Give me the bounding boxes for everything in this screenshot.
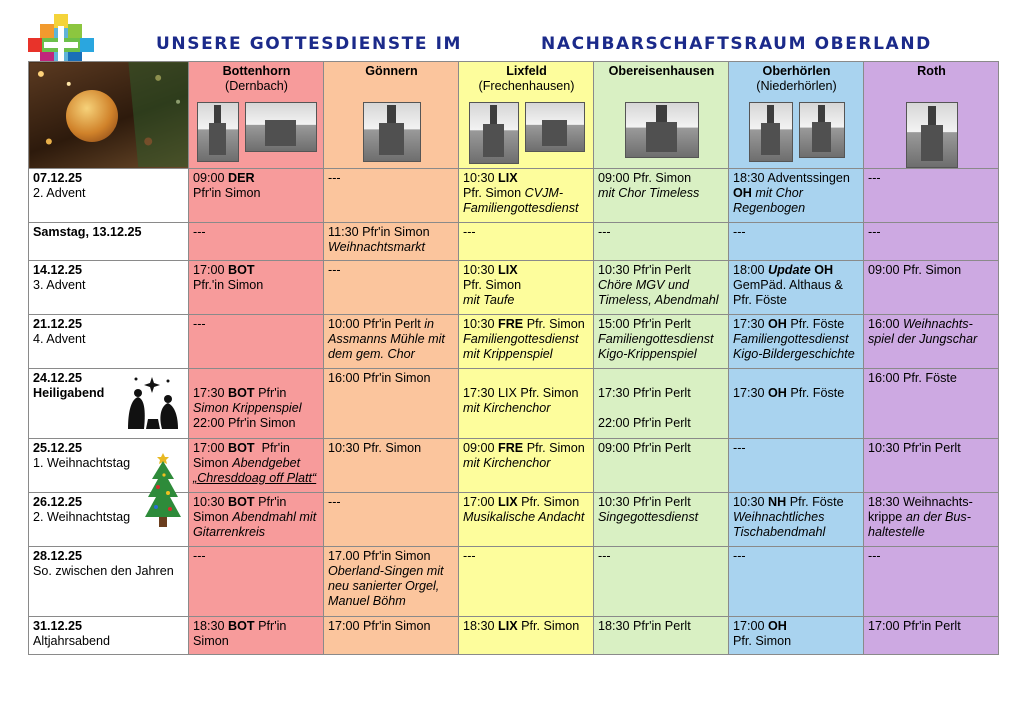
location-sub: (Dernbach): [225, 79, 288, 93]
service-cell: ---: [594, 547, 729, 617]
row-date: 31.12.25: [33, 619, 83, 633]
row-day: Altjahrsabend: [33, 634, 111, 648]
row-date: 25.12.25: [33, 441, 83, 455]
page-title-left: UNSERE GOTTESDIENSTE IM: [156, 34, 463, 54]
row-day: 1. Weihnachtstag: [33, 456, 131, 470]
service-cell: 09:00 Pfr. Simon mit Chor Timeless: [594, 169, 729, 223]
service-cell: ---: [189, 547, 324, 617]
service-cell: 17:00 LIX Pfr. Simon Musikalische Andacht: [459, 493, 594, 547]
table-row: [29, 169, 999, 223]
location-name: Lixfeld: [506, 64, 547, 78]
location-name: Roth: [917, 64, 946, 78]
service-cell: ---: [189, 315, 324, 369]
service-cell: 09:00 FRE Pfr. Simon mit Kirchenchor: [459, 439, 594, 493]
location-header-oberhoerlen: [729, 62, 864, 169]
table-row: [29, 369, 999, 439]
christmas-bauble-image: [29, 62, 189, 169]
service-cell: 11:30 Pfr'in Simon Weihnachtsmarkt: [324, 223, 459, 261]
service-cell: 17:00 OH Pfr. Simon: [729, 617, 864, 655]
service-cell: ---: [864, 223, 999, 261]
service-cell: 17:30 LIX Pfr. Simon mit Kirchenchor: [459, 369, 594, 439]
table-row: [29, 315, 999, 369]
row-date: 24.12.25: [33, 371, 83, 385]
table-row: [29, 547, 999, 617]
row-day: 2. Weihnachtstag: [33, 510, 131, 524]
row-date: 26.12.25: [33, 495, 83, 509]
row-day: 4. Advent: [33, 332, 86, 346]
date-cell: [29, 315, 189, 369]
row-day: 3. Advent: [33, 278, 86, 292]
service-cell: 17:00 BOT Pfr.'in Simon: [189, 261, 324, 315]
service-cell: 17:30 OH Pfr. Föste: [729, 369, 864, 439]
service-cell: 10:30 Pfr'in Perlt Singegottesdienst: [594, 493, 729, 547]
service-cell: 18:30 Pfr'in Perlt: [594, 617, 729, 655]
location-sub: (Frechenhausen): [478, 79, 575, 93]
service-cell: 16:00 Pfr'in Simon: [324, 369, 459, 439]
service-cell: 17:00 Pfr'in Perlt: [864, 617, 999, 655]
row-date: 07.12.25: [33, 171, 83, 185]
location-header-roth: [864, 62, 999, 169]
service-cell: 18:30 Adventssingen OH mit Chor Regenbogen: [729, 169, 864, 223]
table-row: [29, 223, 999, 261]
church-photo-icon: [245, 102, 317, 152]
service-cell: ---: [459, 223, 594, 261]
row-day: Heiligabend: [33, 386, 105, 400]
service-cell: 17:00 Pfr'in Simon: [324, 617, 459, 655]
service-cell: 09:00 DER Pfr'in Simon: [189, 169, 324, 223]
service-cell: ---: [594, 223, 729, 261]
service-cell: 09:00 Pfr'in Perlt: [594, 439, 729, 493]
row-date: 21.12.25: [33, 317, 83, 331]
service-cell: 17:30 Pfr'in Perlt 22:00 Pfr'in Perlt: [594, 369, 729, 439]
service-cell: 10:30 LIX Pfr. Simon mit Taufe: [459, 261, 594, 315]
service-cell: 17:30 OH Pfr. Föste Familiengottesdienst Kigo-Bildergeschichte: [729, 315, 864, 369]
service-cell: ---: [324, 261, 459, 315]
service-cell: 18:30 LIX Pfr. Simon: [459, 617, 594, 655]
service-cell: 10:30 Pfr'in Perlt: [864, 439, 999, 493]
date-cell: [29, 617, 189, 655]
service-cell: 17:30 BOT Pfr'in Simon Krippenspiel 22:00 Pfr'in Simon: [189, 369, 324, 439]
service-cell: 10:30 Pfr'in Perlt Chöre MGV und Timeless, Abendmahl: [594, 261, 729, 315]
service-cell: 18:00 Update OH GemPäd. Althaus & Pfr. Föste: [729, 261, 864, 315]
service-cell: ---: [189, 223, 324, 261]
service-cell: ---: [864, 169, 999, 223]
service-cell: 10:30 NH Pfr. Föste Weihnachtliches Tischabendmahl: [729, 493, 864, 547]
church-photo-icon: [625, 102, 699, 158]
service-cell: 10:30 Pfr. Simon: [324, 439, 459, 493]
row-date: 28.12.25: [33, 549, 83, 563]
church-photo-icon: [363, 102, 421, 162]
date-cell: [29, 439, 189, 493]
service-schedule-table: [28, 61, 999, 655]
church-photo-icon: [749, 102, 793, 162]
service-cell: ---: [729, 439, 864, 493]
nativity-icon: [122, 375, 182, 429]
service-cell: ---: [729, 223, 864, 261]
service-cell: 15:00 Pfr'in Perlt Familiengottesdienst Kigo-Krippenspiel: [594, 315, 729, 369]
date-cell: [29, 169, 189, 223]
table-row: [29, 617, 999, 655]
church-photo-icon: [799, 102, 845, 158]
date-cell: [29, 547, 189, 617]
service-cell: ---: [324, 169, 459, 223]
row-date: 14.12.25: [33, 263, 83, 277]
location-name: Obereisenhausen: [608, 64, 715, 78]
table-row: [29, 261, 999, 315]
service-cell: 17.00 Pfr'in Simon Oberland-Singen mit neu sanierter Orgel, Manuel Böhm: [324, 547, 459, 617]
location-header-lixfeld: [459, 62, 594, 169]
service-cell: ---: [729, 547, 864, 617]
date-cell: [29, 261, 189, 315]
service-cell: 10:30 FRE Pfr. Simon Familiengottesdienst mit Krippenspiel: [459, 315, 594, 369]
date-cell: [29, 223, 189, 261]
service-cell: ---: [324, 493, 459, 547]
service-cell: ---: [459, 547, 594, 617]
service-cell: 10:30 BOT Pfr'in Simon Abendmahl mit Gitarrenkreis: [189, 493, 324, 547]
church-photo-icon: [906, 102, 958, 168]
location-name: Oberhörlen: [762, 64, 831, 78]
church-photo-icon: [197, 102, 239, 162]
row-date: Samstag, 13.12.25: [33, 225, 142, 239]
date-cell: [29, 369, 189, 439]
church-photo-icon: [525, 102, 585, 152]
service-cell: 10:00 Pfr'in Perlt in Assmanns Mühle mit dem gem. Chor: [324, 315, 459, 369]
church-photo-icon: [469, 102, 519, 164]
service-cell: 18:30 BOT Pfr'in Simon: [189, 617, 324, 655]
location-sub: (Niederhörlen): [756, 79, 837, 93]
service-cell: 10:30 LIX Pfr. Simon CVJM-Familiengottesdienst: [459, 169, 594, 223]
location-header-obereisenhausen: [594, 62, 729, 169]
location-name: Gönnern: [365, 64, 418, 78]
service-cell: 16:00 Weihnachts-spiel der Jungschar: [864, 315, 999, 369]
christmas-tree-icon: [144, 451, 182, 529]
service-cell: 09:00 Pfr. Simon: [864, 261, 999, 315]
service-cell: 16:00 Pfr. Föste: [864, 369, 999, 439]
service-cell: ---: [864, 547, 999, 617]
service-cell: 17:00 BOT Pfr'in Simon Abendgebet „Chresddoag off Platt“: [189, 439, 324, 493]
location-header-goennern: [324, 62, 459, 169]
row-day: 2. Advent: [33, 186, 86, 200]
location-name: Bottenhorn: [222, 64, 291, 78]
service-cell: 18:30 Weihnachts-krippe an der Bus-haltestelle: [864, 493, 999, 547]
location-header-bottenhorn: [189, 62, 324, 169]
page-title-right: NACHBARSCHAFTSRAUM OBERLAND: [541, 34, 932, 54]
table-row: [29, 439, 999, 493]
row-day: So. zwischen den Jahren: [33, 564, 174, 578]
